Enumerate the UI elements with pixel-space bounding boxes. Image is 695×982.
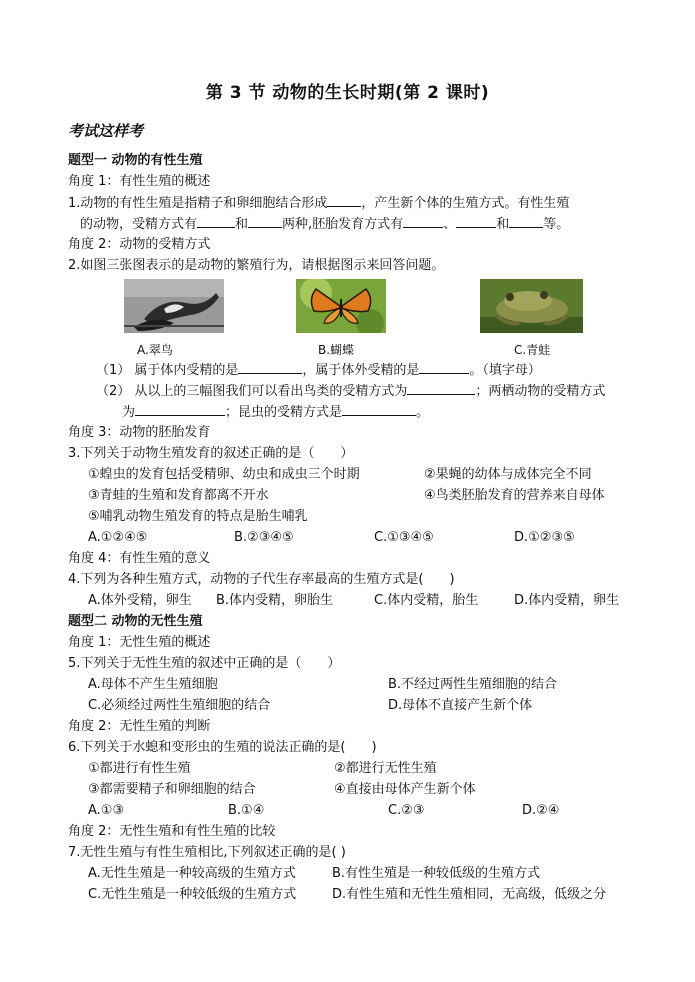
answer-blank[interactable] <box>419 361 469 374</box>
kingfisher-image <box>124 279 224 333</box>
q4-option-c[interactable]: C.体内受精，胎生 <box>374 593 479 608</box>
q3-statement-3: ③青蛙的生殖和发育都离不开水 <box>88 488 269 503</box>
answer-blank[interactable] <box>456 215 496 228</box>
question-7: 7.无性生殖与有性生殖相比,下列叙述正确的是( ) <box>68 845 346 860</box>
frog-image <box>480 279 583 333</box>
page-title: 第 3 节 动物的生长时期(第 2 课时) <box>205 83 490 103</box>
answer-blank[interactable] <box>135 403 225 416</box>
section-heading: 考试这样考 <box>68 122 144 140</box>
type1-angle1: 角度 1：有性生殖的概述 <box>68 174 211 189</box>
q4-option-d[interactable]: D.体内受精，卵生 <box>514 593 620 608</box>
question-2-part2-cont: 为 ；昆虫的受精方式是 。 <box>122 405 430 420</box>
question-2-part2: （2） 从以上的三幅图我们可以看出鸟类的受精方式为 ；两栖动物的受精方式 <box>96 384 606 399</box>
q6-option-a[interactable]: A.①③ <box>88 803 125 818</box>
q3-statement-4: ④鸟类胚胎发育的营养来自母体 <box>424 488 605 503</box>
type2-angle3: 角度 2：无性生殖和有性生殖的比较 <box>68 824 276 839</box>
q5-option-d[interactable]: D.母体不直接产生新个体 <box>388 698 533 713</box>
answer-blank[interactable] <box>327 194 361 207</box>
q4-option-b[interactable]: B.体内受精，卵胎生 <box>216 593 334 608</box>
question-5: 5.下列关于无性生殖的叙述中正确的是（ ） <box>68 656 341 671</box>
type1-angle3: 角度 3：动物的胚胎发育 <box>68 425 211 440</box>
answer-blank[interactable] <box>248 215 282 228</box>
caption-c: C.青蛙 <box>514 343 551 357</box>
q6-statement-4: ④直接由母体产生新个体 <box>334 782 476 797</box>
caption-b: B.蝴蝶 <box>318 343 355 357</box>
answer-blank[interactable] <box>342 403 416 416</box>
question-1-line1: 1.动物的有性生殖是指精子和卵细胞结合形成 ，产生新个体的生殖方式。有性生殖 <box>68 196 570 211</box>
q7-option-a[interactable]: A.无性生殖是一种较高级的生殖方式 <box>88 866 296 881</box>
q3-option-c[interactable]: C.①③④⑤ <box>374 530 434 545</box>
caption-a: A.翠鸟 <box>137 343 173 357</box>
q3-statement-5: ⑤哺乳动物生殖发育的特点是胎生哺乳 <box>88 509 308 524</box>
question-1-line2: 的动物，受精方式有 和 两种,胚胎发育方式有 、 和 等。 <box>80 217 570 232</box>
q4-option-a[interactable]: A.体外受精，卵生 <box>88 593 192 608</box>
answer-blank[interactable] <box>407 382 475 395</box>
q5-option-a[interactable]: A.母体不产生生殖细胞 <box>88 677 218 692</box>
answer-blank[interactable] <box>403 215 443 228</box>
q3-statement-2: ②果蝇的幼体与成体完全不同 <box>424 467 592 482</box>
answer-blank[interactable] <box>197 215 235 228</box>
q7-option-d[interactable]: D.有性生殖和无性生殖相同，无高级，低级之分 <box>332 887 607 902</box>
q3-statement-1: ①蝗虫的发育包括受精卵、幼虫和成虫三个时期 <box>88 467 360 482</box>
question-3: 3.下列关于动物生殖发育的叙述正确的是（ ） <box>68 446 354 461</box>
q5-option-c[interactable]: C.必须经过两性生殖细胞的结合 <box>88 698 271 713</box>
q5-option-b[interactable]: B.不经过两性生殖细胞的结合 <box>388 677 558 692</box>
answer-blank[interactable] <box>509 215 543 228</box>
answer-blank[interactable] <box>238 361 302 374</box>
type1-angle4: 角度 4：有性生殖的意义 <box>68 551 211 566</box>
q6-option-c[interactable]: C.②③ <box>388 803 425 818</box>
type2-angle1: 角度 1：无性生殖的概述 <box>68 635 211 650</box>
q6-statement-1: ①都进行有性生殖 <box>88 761 191 776</box>
q6-statement-3: ③都需要精子和卵细胞的结合 <box>88 782 256 797</box>
type1-angle2: 角度 2：动物的受精方式 <box>68 237 211 252</box>
type2-heading: 题型二 动物的无性生殖 <box>68 614 203 629</box>
q3-option-d[interactable]: D.①②③⑤ <box>514 530 575 545</box>
type1-heading: 题型一 动物的有性生殖 <box>68 153 203 168</box>
question-6: 6.下列关于水螅和变形虫的生殖的说法正确的是( ) <box>68 740 377 755</box>
type2-angle2: 角度 2：无性生殖的判断 <box>68 719 211 734</box>
q7-option-b[interactable]: B.有性生殖是一种较低级的生殖方式 <box>332 866 541 881</box>
question-2: 2.如图三张图表示的是动物的繁殖行为，请根据图示来回答问题。 <box>68 258 445 273</box>
q3-option-b[interactable]: B.②③④⑤ <box>234 530 294 545</box>
q7-option-c[interactable]: C.无性生殖是一种较低级的生殖方式 <box>88 887 297 902</box>
q3-option-a[interactable]: A.①②④⑤ <box>88 530 148 545</box>
q6-option-d[interactable]: D.②④ <box>522 803 560 818</box>
question-4: 4.下列为各种生殖方式，动物的子代生存率最高的生殖方式是( ) <box>68 572 455 587</box>
q6-option-b[interactable]: B.①④ <box>228 803 265 818</box>
question-2-part1: （1） 属于体内受精的是 ，属于体外受精的是 。（填字母） <box>96 363 541 378</box>
q6-statement-2: ②都进行无性生殖 <box>334 761 437 776</box>
butterfly-image <box>296 279 386 333</box>
